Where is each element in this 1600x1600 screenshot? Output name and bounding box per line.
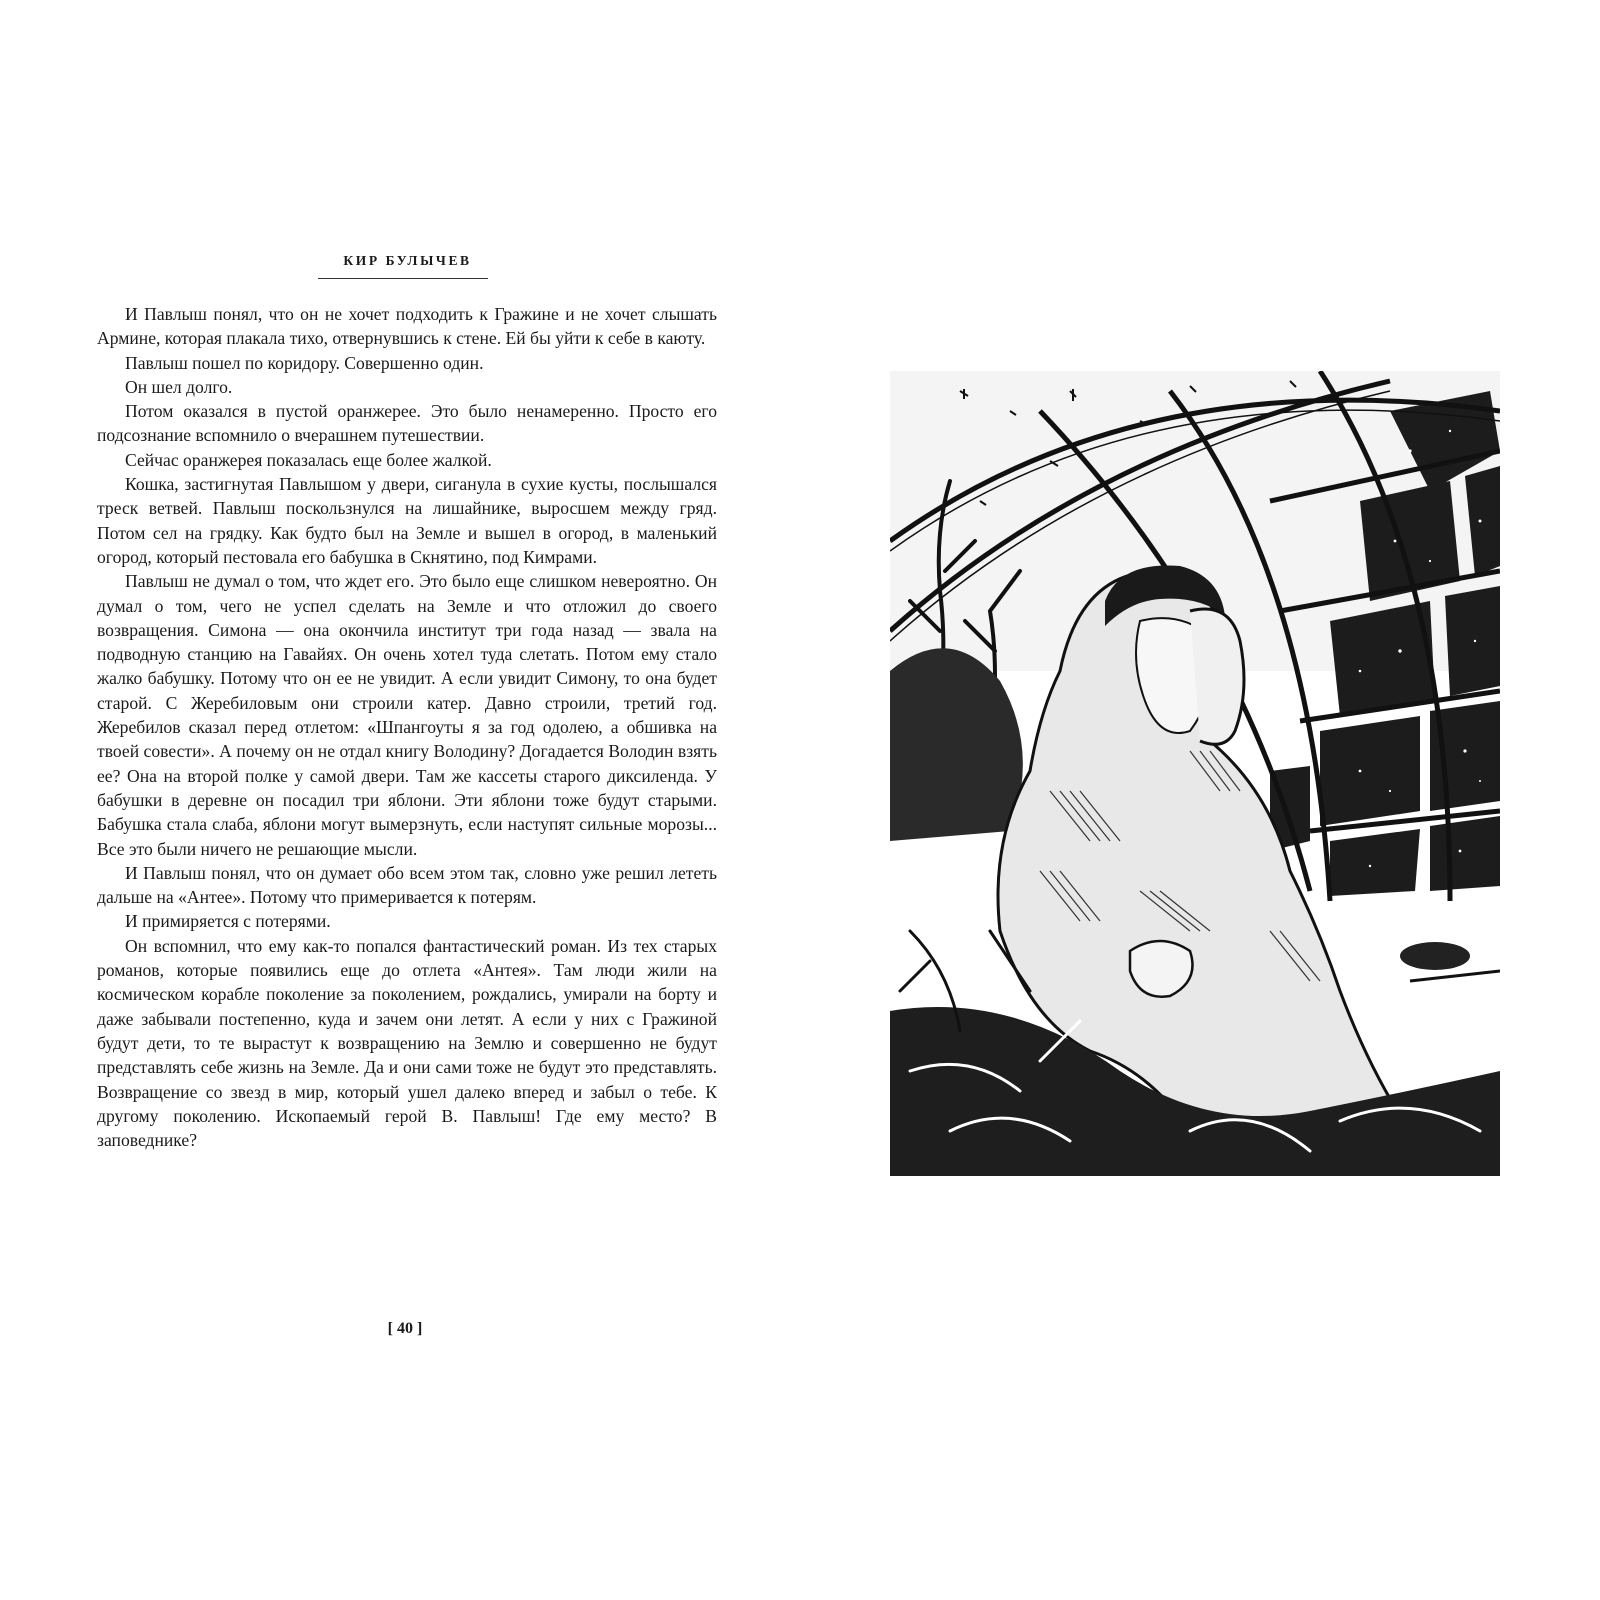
main-text — [97, 302, 717, 1152]
paragraph: Кошка, застигнутая Павлышом у двери, сиганула в сухие кусты, послышался треск ветвей. Павлыш поскользнулся на лишайнике, выросшем между гряд. Потом сел на грядку. Как будто был на Земле и вышел в огород, в маленький огород, который пестовала его бабушка в Скнятино, под Кимрами. — [97, 474, 717, 567]
running-head: КИР БУЛЫЧЕВ — [343, 253, 472, 268]
paragraph: Сейчас оранжерея показалась еще более жалкой. — [125, 449, 492, 470]
running-head-rule — [318, 278, 488, 279]
illustration — [890, 371, 1500, 1176]
ink-drawing-image — [890, 371, 1500, 1176]
paragraph: Павлыш пошел по коридору. Совершенно один. — [125, 352, 484, 373]
paragraph: Потом оказался в пустой оранжерее. Это было ненамеренно. Просто его подсознание вспомнило о вчерашнем путешествии. — [97, 401, 717, 446]
paragraph: Павлыш не думал о том, что ждет его. Это было еще слишком невероятно. Он думал о том, чего не успел сделать на Земле и что отложил до своего возвращения. Симона — она окончила институт три года назад — звала на подводную станцию на Гавайях. Он очень хотел туда слетать. Потом ему стало жалко бабушку. Потому что он ее не увидит. А если увидит Симону, то она будет старой. С Жеребиловым они строили катер. Давно строили, третий год. Жеребилов сказал перед отлетом: «Шпангоуты я за год одолею, а обшивка на твоей совести». А почему он не отдал книгу Володину? Догадается Володин взять ее? Она на второй полке у самой двери. Там же кассеты старого диксиленда. У бабушки в деревне он посадил три яблони. Эти яблони тоже будут старыми. Бабушка стала слаба, яблони могут вымерзнуть, если наступят сильные морозы... Все это были ничего не решающие мысли. — [97, 571, 717, 859]
paragraph: Он вспомнил, что ему как-то попался фантастический роман. Из тех старых романов, которые появились еще до отлета «Антея». Там люди жили на космическом корабле поколение за поколением, рождались, умирали на борту и даже забывали постепенно, куда и зачем они летят. А если у них с Гражиной будут дети, то те вырастут к возвращению на Землю и совершенно не будут представлять себе жизнь на Земле. Да и они сами тоже не будут это представлять. Возвращение со звезд в мир, который ушел далеко вперед и забыл о тебе. К другому поколению. Ископаемый герой В. Павлыш! Где ему место? В заповеднике? — [97, 935, 717, 1151]
page-number: [ 40 ] — [387, 1320, 423, 1337]
paragraph: И примиряется с потерями. — [125, 911, 331, 932]
paragraph: И Павлыш понял, что он не хочет подходить к Гражине и не хочет слышать Армине, которая плакала тихо, отвернувшись к стене. Ей бы уйти к себе в каюту. — [97, 304, 717, 349]
paragraph: И Павлыш понял, что он думает обо всем этом так, словно уже решил лететь дальше на «Антее». Потому что примеривается к потерям. — [97, 862, 717, 908]
paragraph: Он шел долго. — [125, 376, 233, 397]
